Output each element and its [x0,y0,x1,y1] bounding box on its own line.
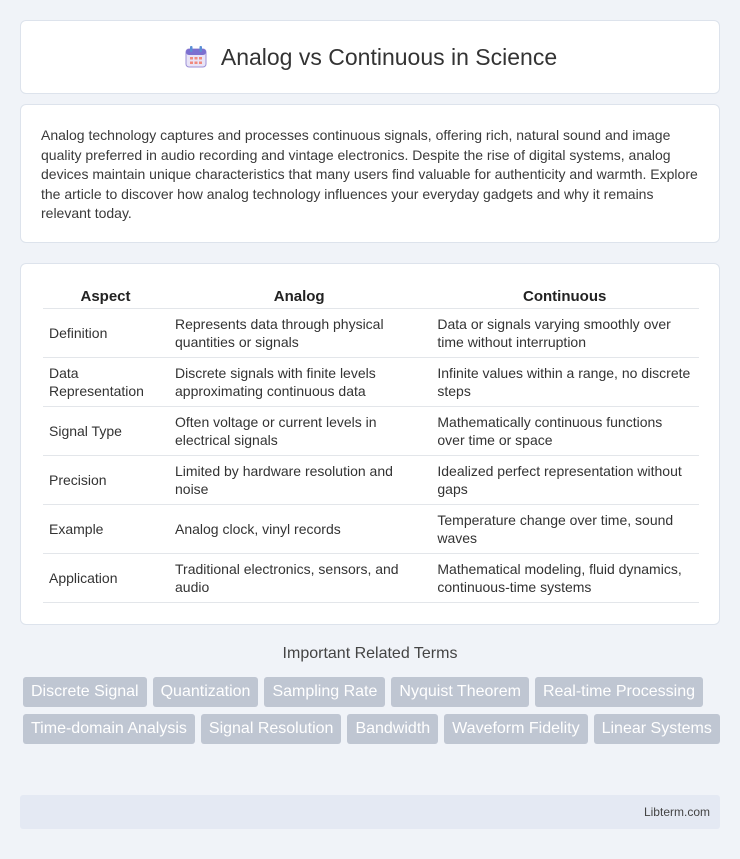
cell-continuous: Temperature change over time, sound waves [430,505,699,554]
comparison-table-card [20,263,720,625]
table-row [43,309,699,358]
cell-analog: Discrete signals with finite levels approximating continuous data [168,358,430,407]
cell-aspect: Application [43,554,168,603]
cell-analog: Represents data through physical quantities or signals [168,309,430,358]
cell-analog: Traditional electronics, sensors, and audio [168,554,430,603]
comparison-table [43,284,699,603]
table-row [43,554,699,603]
cell-analog: Analog clock, vinyl records [168,505,430,554]
cell-aspect: Definition [43,309,168,358]
page-title: Analog vs Continuous in Science [220,43,558,70]
cell-continuous: Mathematical modeling, fluid dynamics, continuous-time systems [430,554,699,603]
term-tag[interactable]: Time-domain Analysis [23,714,195,744]
cell-aspect: Data Representation [43,358,168,407]
intro-card [20,104,720,243]
term-tag[interactable]: Bandwidth [347,714,438,744]
table-row [43,456,699,505]
table-row [43,505,699,554]
cell-aspect: Signal Type [43,407,168,456]
calendar-icon [183,44,209,70]
term-tag[interactable]: Sampling Rate [264,677,385,707]
table-header-row [43,284,699,309]
related-terms-title: Important Related Terms [282,645,458,662]
cell-analog: Often voltage or current levels in electrical signals [168,407,430,456]
header-continuous: Continuous [430,284,699,309]
term-tag[interactable]: Quantization [153,677,259,707]
header-aspect: Aspect [43,284,168,309]
intro-text: Analog technology captures and processes continuous signals, offering rich, natural sound and image quality preferred in audio recording and vintage electronics. Despite the rise of digital systems, analog devices maintain unique characteristics that many users find valuable for authenticity and warmth. Explore the article to discover how analog technology influences your everyday gadgets and why it remains relevant today. [41,127,698,222]
term-tag[interactable]: Real-time Processing [535,677,703,707]
footer-site-link[interactable]: Libterm.com [643,805,710,819]
footer [20,795,720,829]
cell-analog: Limited by hardware resolution and noise [168,456,430,505]
cell-aspect: Example [43,505,168,554]
term-tag[interactable]: Signal Resolution [201,714,342,744]
table-row [43,407,699,456]
term-tag[interactable]: Discrete Signal [23,677,147,707]
related-terms-list [23,677,723,744]
cell-aspect: Precision [43,456,168,505]
term-tag[interactable]: Nyquist Theorem [391,677,529,707]
term-tag[interactable]: Waveform Fidelity [444,714,587,744]
title-card [20,20,720,94]
term-tag[interactable]: Linear Systems [594,714,720,744]
cell-continuous: Mathematically continuous functions over time or space [430,407,699,456]
cell-continuous: Data or signals varying smoothly over time without interruption [430,309,699,358]
cell-continuous: Idealized perfect representation without gaps [430,456,699,505]
header-analog: Analog [168,284,430,309]
cell-continuous: Infinite values within a range, no discrete steps [430,358,699,407]
table-row [43,358,699,407]
